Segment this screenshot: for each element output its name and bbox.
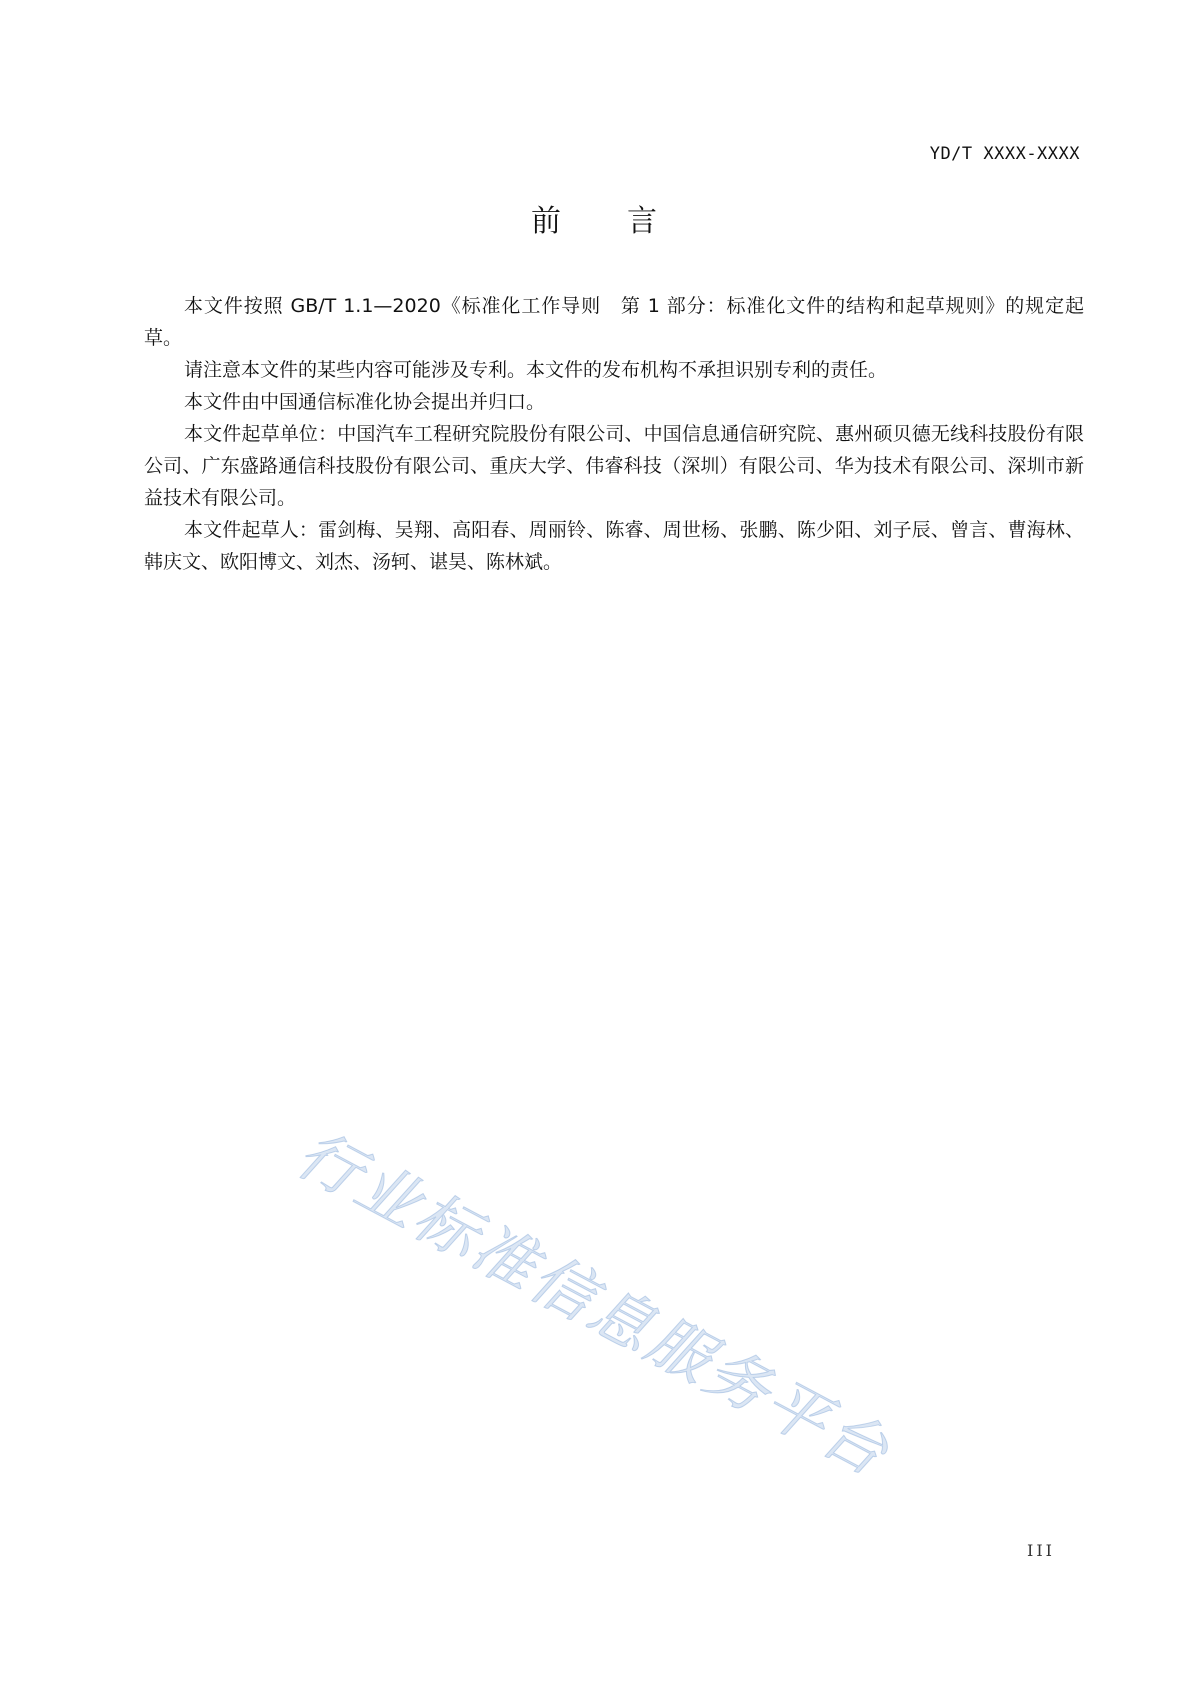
page-number: III (1027, 1541, 1055, 1560)
paragraph-drafting-rules: 本文件按照 GB/T 1.1—2020《标准化工作导则 第 1 部分：标准化文件的结构和起草规则》的规定起草。 (144, 295, 1084, 349)
paragraph-proposer: 本文件由中国通信标准化协会提出并归口。 (184, 391, 546, 413)
paragraph-drafting-units: 本文件起草单位：中国汽车工程研究院股份有限公司、中国信息通信研究院、惠州硕贝德无线科技股份有限公司、广东盛路通信科技股份有限公司、重庆大学、伟睿科技（深圳）有限公司、华为技术有限公司、深圳市新益技术有限公司。 (144, 423, 1084, 509)
foreword-body (144, 290, 1084, 578)
title-char-1: 前 (531, 204, 563, 239)
title-char-2: 言 (627, 204, 659, 239)
paragraph-patent-notice: 请注意本文件的某些内容可能涉及专利。本文件的发布机构不承担识别专利的责任。 (184, 359, 888, 381)
page-title (0, 196, 1190, 240)
paragraph-drafters: 本文件起草人：雷剑梅、吴翔、高阳春、周丽铃、陈睿、周世杨、张鹏、陈少阳、刘子辰、曾言、曹海林、韩庆文、欧阳博文、刘杰、汤轲、谌昊、陈林斌。 (144, 519, 1084, 573)
document-code: YD/T XXXX-XXXX (929, 144, 1080, 164)
watermark: 行业标准信息服务平台 (285, 1116, 903, 1492)
